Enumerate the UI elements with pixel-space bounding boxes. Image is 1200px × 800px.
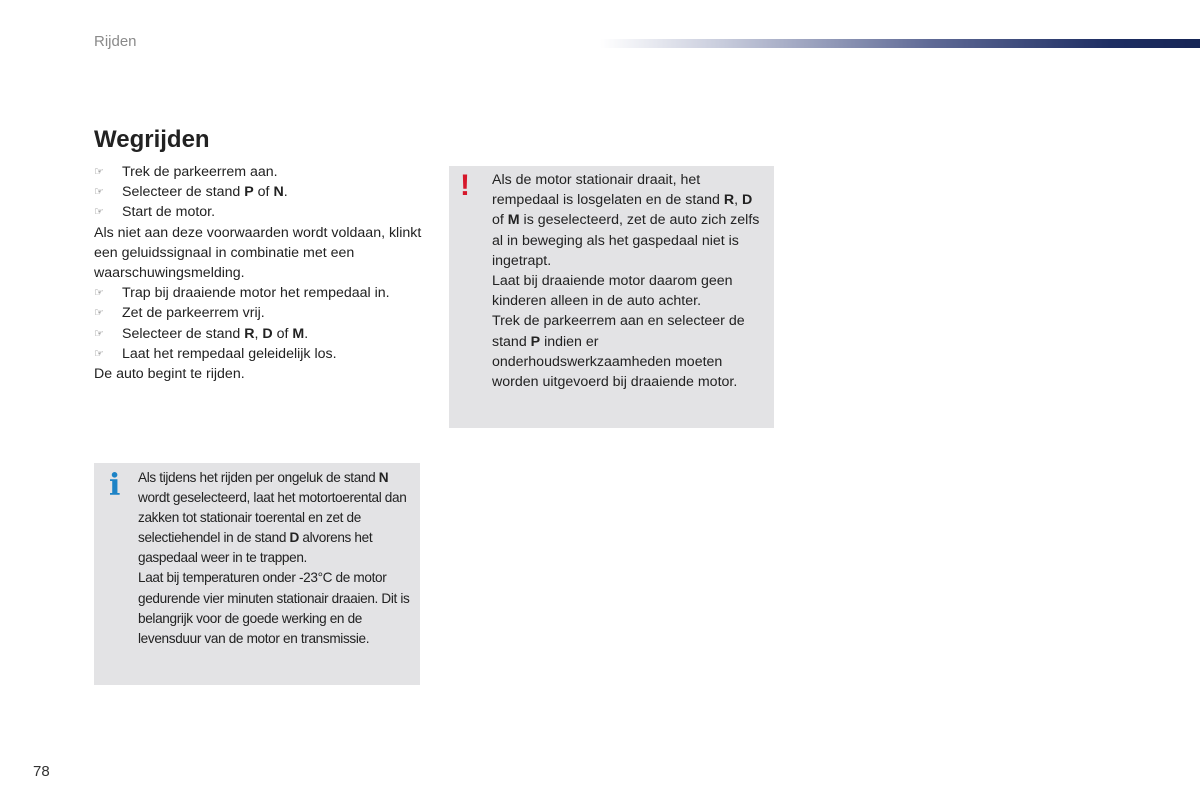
gear-position: M — [292, 325, 305, 342]
gear-position: P — [530, 333, 541, 350]
gear-position: N — [273, 184, 284, 201]
info-paragraph — [138, 468, 418, 568]
gear-position: D — [289, 530, 299, 546]
gear-position: P — [244, 184, 254, 201]
warning-text-part: indien er onderhoudswerkzaamheden moeten worden uitgevoerd bij draaiende motor. — [492, 333, 738, 391]
warning-text — [492, 170, 768, 392]
gear-position: D — [742, 192, 753, 209]
info-text-part: alvorens het gaspedaal weer in te trappen. — [138, 530, 373, 566]
page-number: 78 — [33, 763, 50, 780]
step-text: of — [253, 184, 274, 201]
header-gradient-bar — [600, 39, 1200, 48]
step-item — [94, 344, 434, 364]
step-text: of — [272, 325, 293, 342]
step-text: Laat het rempedaal geleidelijk los. — [122, 345, 337, 362]
info-paragraph: Laat bij temperaturen onder -23°C de motor gedurende vier minuten stationair draaien. Dit is belangrijk voor de goede werking en de levensduur van de motor en transmissie. — [138, 570, 410, 646]
pointing-hand-icon: ☞ — [94, 347, 104, 360]
info-icon: i — [109, 468, 121, 503]
warning-paragraph — [492, 311, 768, 392]
step-text: , — [254, 325, 263, 342]
pointing-hand-icon: ☞ — [94, 186, 104, 199]
step-text: Start de motor. — [122, 204, 216, 221]
section-label: Rijden — [94, 33, 137, 50]
page-title: Wegrijden — [94, 126, 210, 153]
step-text: . — [283, 184, 288, 201]
warning-paragraph — [492, 170, 768, 271]
step-text: Trap bij draaiende motor het rempedaal in. — [122, 285, 390, 302]
warning-text-part: of — [492, 212, 508, 229]
step-item — [94, 303, 434, 323]
exclamation-icon: ! — [460, 169, 470, 202]
condition-paragraph: Als niet aan deze voorwaarden wordt voldaan, klinkt een geluidssignaal in combinatie met een waarschuwingsmelding. — [94, 224, 422, 282]
info-text-part: Als tijdens het rijden per ongeluk de stand — [138, 470, 379, 485]
step-item — [94, 283, 434, 303]
warning-paragraph: Laat bij draaiende motor daarom geen kinderen alleen in de auto achter. — [492, 273, 733, 310]
gear-position: M — [507, 212, 520, 229]
warning-text-part: , — [734, 192, 743, 209]
warning-text-part: Trek de parkeerrem aan en selecteer de stand — [492, 313, 745, 350]
info-text — [138, 468, 418, 649]
pointing-hand-icon: ☞ — [94, 166, 104, 178]
step-item — [94, 324, 434, 344]
step-item — [94, 162, 434, 182]
gear-position: D — [262, 325, 273, 342]
instructions-column — [94, 162, 434, 384]
info-box — [94, 463, 420, 685]
warning-text-part: Als de motor stationair draait, het rempedaal is losgelaten en de stand — [492, 172, 724, 209]
step-item — [94, 182, 434, 202]
step-item — [94, 202, 434, 222]
result-paragraph: De auto begint te rijden. — [94, 366, 245, 383]
step-text: Selecteer de stand — [122, 184, 245, 201]
info-text-part: wordt geselecteerd, laat het motortoerental dan zakken tot stationair toerental en zet de selectiehendel in de stand — [138, 490, 407, 546]
step-text: Zet de parkeerrem vrij. — [122, 305, 265, 322]
warning-box — [449, 166, 774, 428]
pointing-hand-icon: ☞ — [94, 327, 104, 340]
step-text: . — [304, 325, 309, 342]
step-text: Trek de parkeerrem aan. — [122, 164, 278, 180]
pointing-hand-icon: ☞ — [94, 206, 104, 219]
pointing-hand-icon: ☞ — [94, 307, 104, 320]
gear-position: R — [723, 192, 735, 209]
gear-position: R — [244, 325, 255, 342]
step-text: Selecteer de stand — [122, 325, 245, 342]
warning-text-part: is geselecteerd, zet de auto zich zelfs al in beweging als het gaspedaal niet is ingetrapt. — [492, 212, 760, 269]
gear-position: N — [378, 470, 389, 485]
pointing-hand-icon: ☞ — [94, 287, 104, 300]
